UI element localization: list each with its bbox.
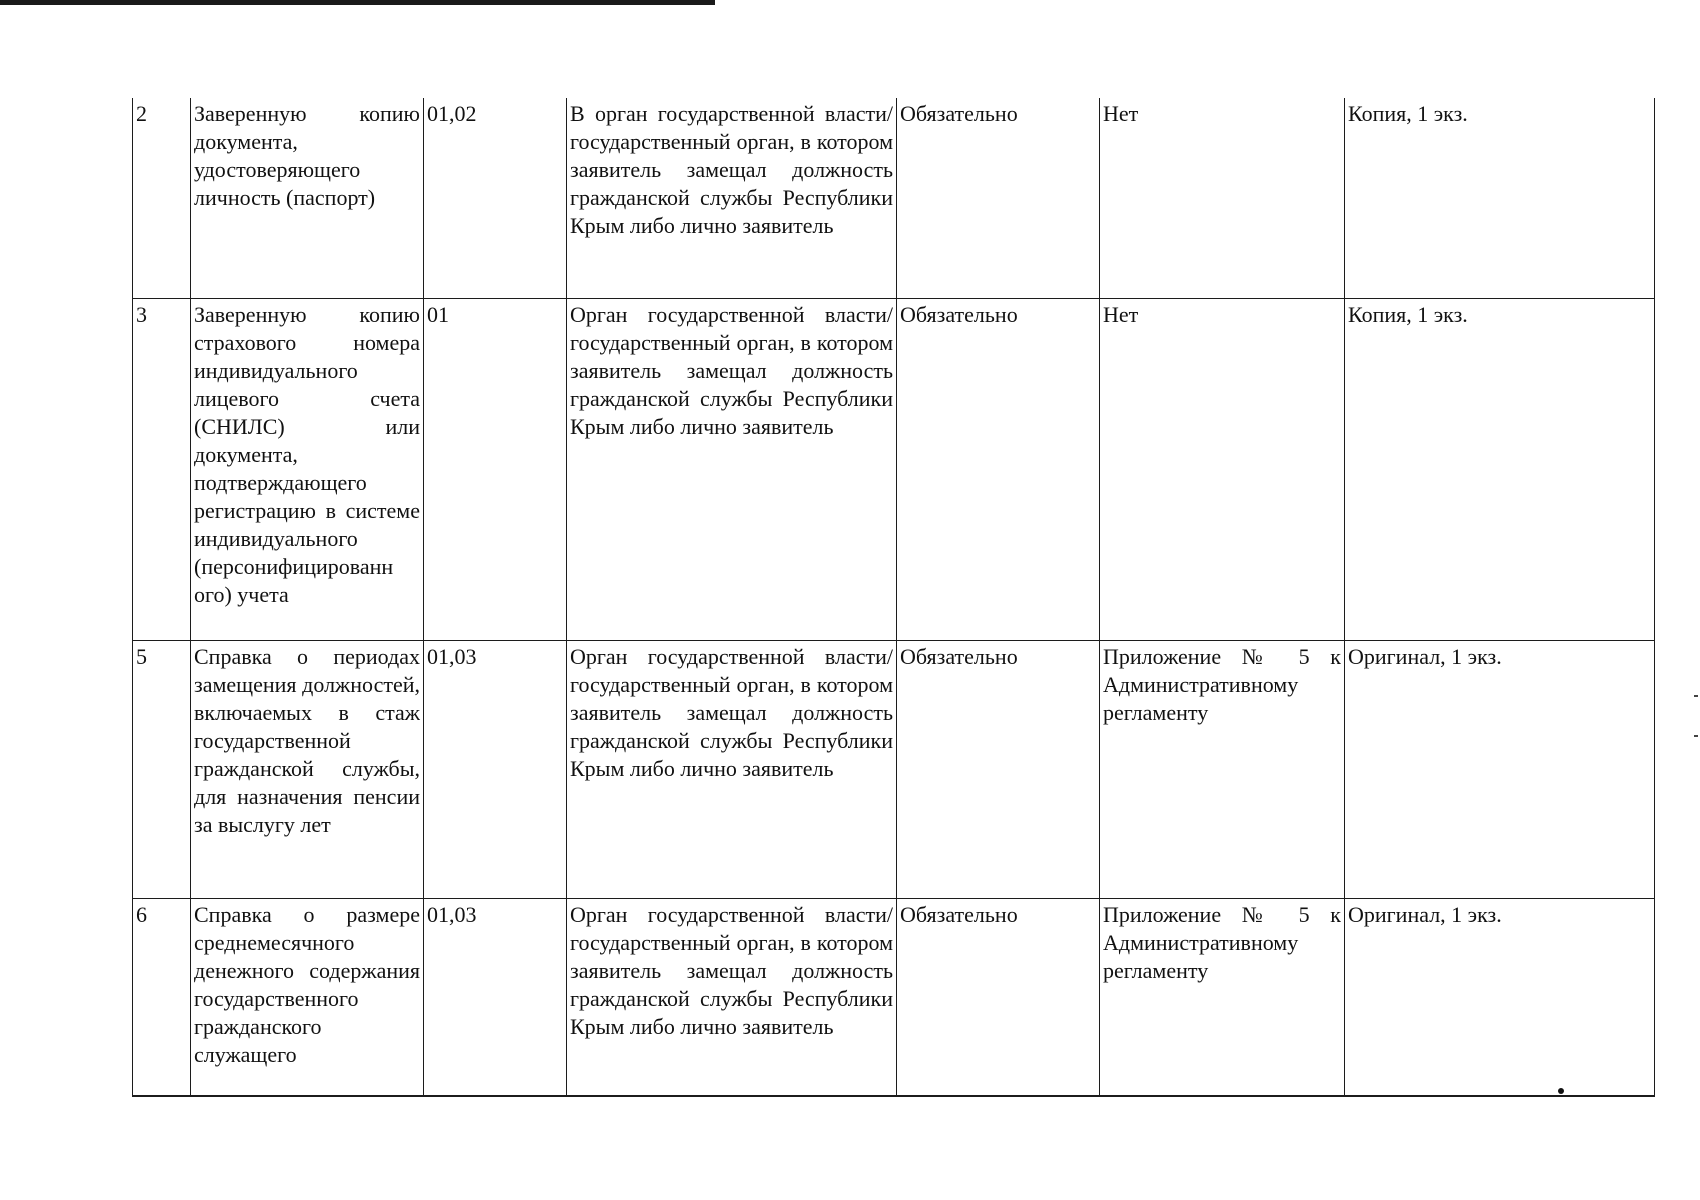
document-form: Приложение № 5 к Административному регламенту [1100, 898, 1345, 1096]
document-type: Оригинал, 1 экз. [1345, 898, 1655, 1096]
requirement: Обязательно [897, 898, 1100, 1096]
document-source: В орган государственной власти/государственный орган, в котором заявитель замещал должность гражданской службы Республики Крым либо лично заявитель [567, 98, 897, 298]
row-number: 2 [133, 98, 191, 298]
table-row [133, 298, 1655, 640]
document-type: Оригинал, 1 экз. [1345, 640, 1655, 898]
scan-edge-mark [1694, 695, 1698, 697]
document-codes: 01,03 [424, 640, 567, 898]
requirement: Обязательно [897, 298, 1100, 640]
document-name: Справка о размере среднемесячного денежного содержания государственного гражданского служащего [191, 898, 424, 1096]
scan-edge-mark [1694, 735, 1698, 737]
row-number: 5 [133, 640, 191, 898]
document-type: Копия, 1 экз. [1345, 98, 1655, 298]
document-codes: 01 [424, 298, 567, 640]
document-type: Копия, 1 экз. [1345, 298, 1655, 640]
scan-speck [1558, 1088, 1564, 1094]
document-form: Приложение № 5 к Административному регламенту [1100, 640, 1345, 898]
document-form: Нет [1100, 98, 1345, 298]
document-name: Справка о периодах замещения должностей, включаемых в стаж государственной гражданской службы, для назначения пенсии за выслугу лет [191, 640, 424, 898]
document-source: Орган государственной власти/государственный орган, в котором заявитель замещал должность гражданской службы Республики Крым либо лично заявитель [567, 898, 897, 1096]
requirement: Обязательно [897, 98, 1100, 298]
document-name: Заверенную копию документа, удостоверяющего личность (паспорт) [191, 98, 424, 298]
scan-top-line [0, 0, 715, 5]
row-number: 3 [133, 298, 191, 640]
document-name: Заверенную копию страхового номера индивидуального лицевого счета (СНИЛС) или документа, подтверждающего регистрацию в системе индивидуального (персонифицированн ого) учета [191, 298, 424, 640]
requirement: Обязательно [897, 640, 1100, 898]
document-source: Орган государственной власти/государственный орган, в котором заявитель замещал должность гражданской службы Республики Крым либо лично заявитель [567, 640, 897, 898]
row-number: 6 [133, 898, 191, 1096]
document-form: Нет [1100, 298, 1345, 640]
table-row [133, 640, 1655, 898]
documents-table [132, 98, 1655, 1097]
document-codes: 01,03 [424, 898, 567, 1096]
table-row [133, 98, 1655, 298]
document-codes: 01,02 [424, 98, 567, 298]
table-row [133, 898, 1655, 1096]
document-source: Орган государственной власти/государственный орган, в котором заявитель замещал должность гражданской службы Республики Крым либо лично заявитель [567, 298, 897, 640]
